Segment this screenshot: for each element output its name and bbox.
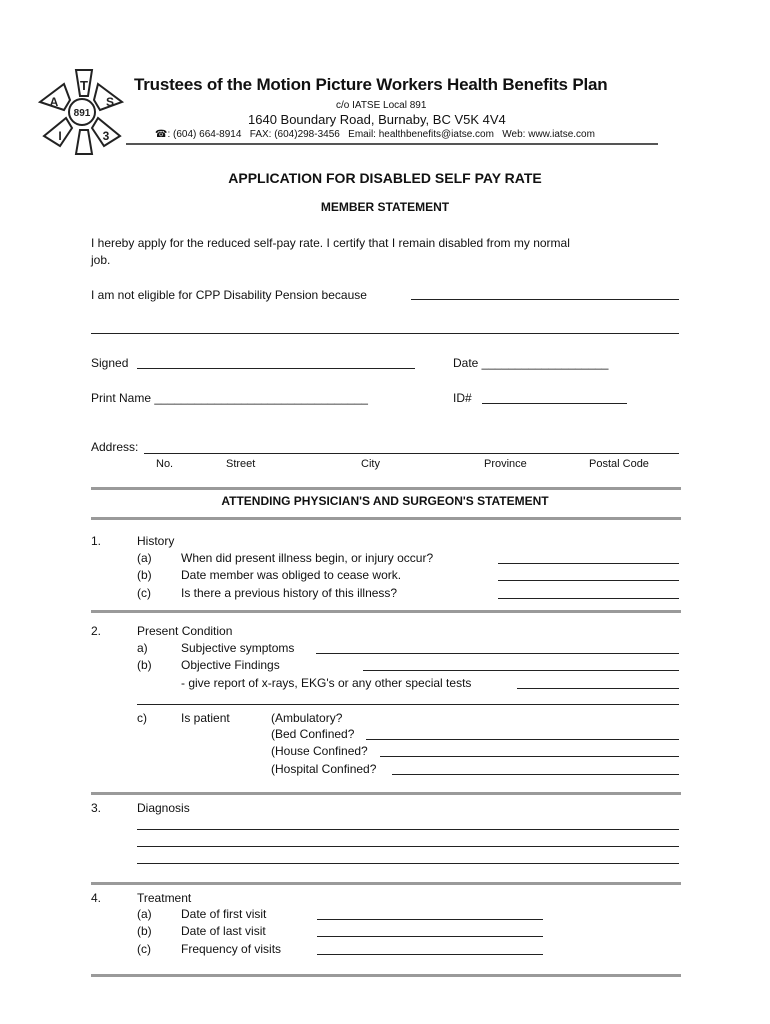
member-statement-heading: MEMBER STATEMENT <box>320 200 450 214</box>
section-2-title: Present Condition <box>137 624 233 638</box>
section-2b-label: (b) <box>137 658 152 672</box>
diagnosis-field-line2[interactable] <box>137 846 679 847</box>
org-name: Trustees of the Motion Picture Workers Health Benefits Plan <box>134 75 608 94</box>
section-3-title: Diagnosis <box>137 801 190 815</box>
address-province-caption: Province <box>484 458 527 470</box>
form-title: APPLICATION FOR DISABLED SELF PAY RATE <box>228 170 542 186</box>
section-rule <box>91 792 681 795</box>
section-4-number: 4. <box>91 891 102 905</box>
first-visit-field[interactable] <box>317 919 543 920</box>
section-1a-text: When did present illness begin, or injury occur? <box>181 551 434 565</box>
section-4b-text: Date of last visit <box>181 924 266 938</box>
svg-text:3: 3 <box>102 129 110 143</box>
phone-number: : (604) 664-8914 <box>167 129 242 140</box>
section-4b-label: (b) <box>137 924 152 938</box>
section-4a-label: (a) <box>137 907 152 921</box>
phone-icon: ☎ <box>155 129 168 140</box>
svg-text:A: A <box>49 95 59 109</box>
section-rule <box>91 882 681 885</box>
section-rule <box>91 487 681 490</box>
objective-findings-field[interactable] <box>363 670 679 671</box>
address-no-caption: No. <box>156 458 174 470</box>
id-label: ID# <box>453 391 472 405</box>
subjective-symptoms-field[interactable] <box>316 653 679 654</box>
illness-begin-field[interactable] <box>498 563 679 564</box>
svg-text:I: I <box>58 129 62 143</box>
cpp-reason-field[interactable] <box>411 299 679 300</box>
section-1-number: 1. <box>91 534 102 548</box>
section-2a-text: Subjective symptoms <box>181 641 295 655</box>
bed-confined-field[interactable] <box>366 739 679 740</box>
signature-field[interactable] <box>137 368 415 369</box>
section-rule <box>91 610 681 613</box>
section-4a-text: Date of first visit <box>181 907 267 921</box>
address-label: Address: <box>91 440 139 454</box>
address-field[interactable] <box>144 453 679 454</box>
visit-frequency-field[interactable] <box>317 954 543 955</box>
section-1b-text: Date member was obliged to cease work. <box>181 568 402 582</box>
section-2a-label: a) <box>137 641 148 655</box>
intro-text-line1: I hereby apply for the reduced self-pay rate. I certify that I remain disabled from my normal <box>91 236 570 250</box>
section-4-title: Treatment <box>137 891 192 905</box>
ambulatory-option: (Ambulatory? <box>271 711 343 725</box>
house-confined-option: (House Confined? <box>271 744 368 758</box>
address-city-caption: City <box>361 458 380 470</box>
web-address: Web: www.iatse.com <box>502 129 595 140</box>
address-street-caption: Street <box>226 458 256 470</box>
hospital-confined-option: (Hospital Confined? <box>271 762 377 776</box>
iatse-logo <box>36 66 128 158</box>
diagnosis-field-line3[interactable] <box>137 863 679 864</box>
section-4c-label: (c) <box>137 942 151 956</box>
section-rule <box>91 517 681 520</box>
address-postal-caption: Postal Code <box>589 458 649 470</box>
contact-line <box>155 129 595 140</box>
care-of: c/o IATSE Local 891 <box>336 100 427 111</box>
diagnosis-field-line1[interactable] <box>137 829 679 830</box>
special-tests-field[interactable] <box>517 688 679 689</box>
section-rule <box>91 974 681 977</box>
org-address: 1640 Boundary Road, Burnaby, BC V5K 4V4 <box>248 112 506 127</box>
section-2b-text: Objective Findings <box>181 658 280 672</box>
section-3-number: 3. <box>91 801 102 815</box>
bed-confined-option: (Bed Confined? <box>271 727 355 741</box>
signed-label: Signed <box>91 356 129 370</box>
section-1c-text: Is there a previous history of this illness? <box>181 586 398 600</box>
svg-text:T: T <box>80 78 88 93</box>
section-4c-text: Frequency of visits <box>181 942 282 956</box>
last-visit-field[interactable] <box>317 936 543 937</box>
header-rule <box>126 143 658 145</box>
hospital-confined-field[interactable] <box>392 774 679 775</box>
date-label: Date ___________________ <box>453 356 609 370</box>
svg-text:S: S <box>105 95 115 109</box>
cease-work-date-field[interactable] <box>498 580 679 581</box>
section-1b-label: (b) <box>137 568 152 582</box>
cpp-reason-field-line2[interactable] <box>91 333 679 334</box>
iatse-logo-icon <box>36 66 128 158</box>
section-2c-label: c) <box>137 711 147 725</box>
special-tests-field-line2[interactable] <box>137 704 679 705</box>
section-2c-text: Is patient <box>181 711 230 725</box>
cpp-label: I am not eligible for CPP Disability Pension because <box>91 288 367 302</box>
section-1c-label: (c) <box>137 586 151 600</box>
section-2-number: 2. <box>91 624 102 638</box>
previous-history-field[interactable] <box>498 598 679 599</box>
special-tests-text: - give report of x-rays, EKG's or any other special tests <box>181 676 472 690</box>
section-1a-label: (a) <box>137 551 152 565</box>
section-1-title: History <box>137 534 175 548</box>
id-field[interactable] <box>482 403 627 404</box>
fax-number: FAX: (604)298-3456 <box>249 129 340 140</box>
print-name-label: Print Name ________________________________ <box>91 391 368 405</box>
house-confined-field[interactable] <box>380 756 679 757</box>
physician-statement-heading: ATTENDING PHYSICIAN'S AND SURGEON'S STATEMENT <box>221 494 549 508</box>
svg-text:891: 891 <box>73 108 91 119</box>
email-address: Email: healthbenefits@iatse.com <box>348 129 494 140</box>
intro-text-line2: job. <box>91 253 111 267</box>
